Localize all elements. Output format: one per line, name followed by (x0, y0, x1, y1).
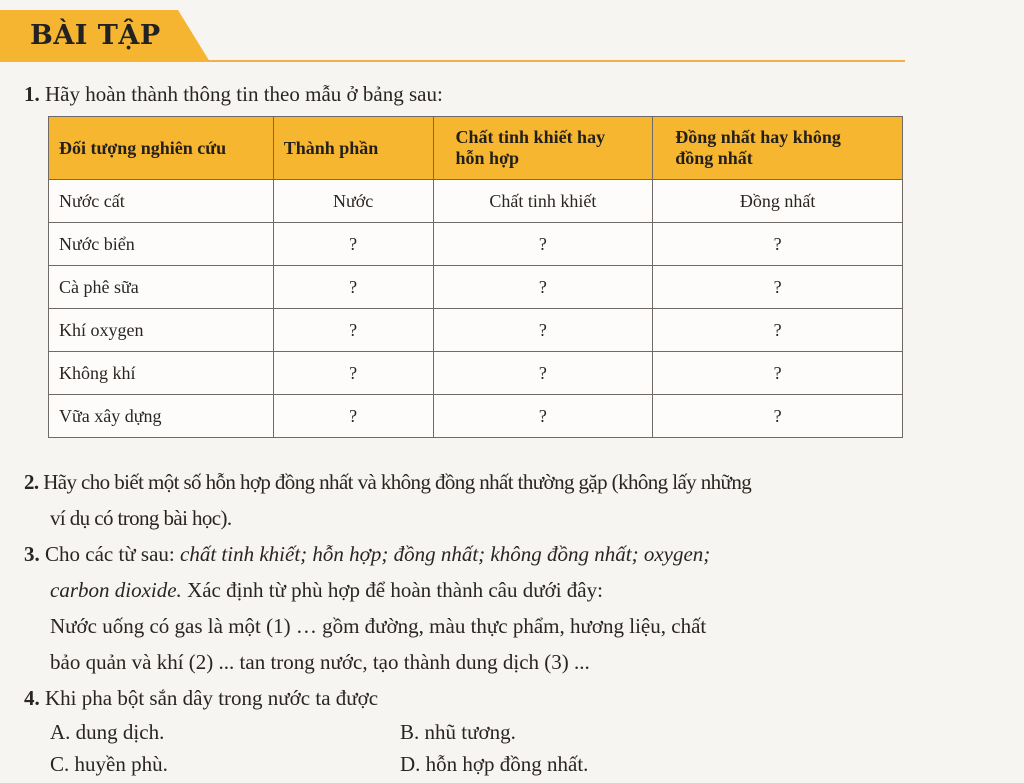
option-d: D. hỗn hợp đồng nhất. (400, 752, 589, 776)
question-2-number: 2. (24, 470, 39, 494)
question-3 (24, 540, 710, 568)
table-row (49, 223, 903, 266)
table-cell: ? (433, 266, 653, 309)
table-header-row (49, 117, 903, 180)
table-cell: Vữa xây dựng (49, 395, 274, 438)
option-b: B. nhũ tương. (400, 720, 516, 744)
table-cell: ? (653, 395, 903, 438)
table-cell: ? (273, 352, 433, 395)
question-4-text: Khi pha bột sắn dây trong nước ta được (45, 686, 379, 710)
question-3-line-2 (50, 576, 603, 604)
option-a: A. dung dịch. (50, 720, 165, 744)
table-cell: Nước (273, 180, 433, 223)
question-2-continued: ví dụ có trong bài học). (50, 506, 232, 530)
table-cell: ? (273, 395, 433, 438)
table-cell: Khí oxygen (49, 309, 274, 352)
info-table (48, 116, 903, 438)
page-title: BÀI TẬP (30, 20, 161, 51)
question-4 (24, 684, 378, 712)
table-cell: Không khí (49, 352, 274, 395)
table-cell: Chất tinh khiết (433, 180, 653, 223)
column-header: Thành phần (273, 117, 433, 180)
column-header: Đồng nhất hay không đồng nhất (653, 117, 903, 180)
question-1 (24, 80, 443, 108)
question-3-sentence-line-2: bảo quản và khí (2) ... tan trong nước, tạo thành dung dịch (3) ... (50, 650, 590, 674)
table-cell: ? (433, 309, 653, 352)
table-cell: ? (273, 223, 433, 266)
table-cell: ? (653, 309, 903, 352)
question-3-intro: Cho các từ sau: (45, 542, 181, 566)
question-1-text: Hãy hoàn thành thông tin theo mẫu ở bảng sau: (45, 82, 443, 106)
table-cell: ? (433, 223, 653, 266)
table-cell: ? (653, 352, 903, 395)
question-3-word-list: chất tinh khiết; hỗn hợp; đồng nhất; không đồng nhất; oxygen; (180, 542, 711, 566)
table-row (49, 352, 903, 395)
question-2-text: Hãy cho biết một số hỗn hợp đồng nhất và không đồng nhất thường gặp (không lấy những (43, 470, 752, 494)
table-cell: ? (653, 223, 903, 266)
table-cell: ? (433, 395, 653, 438)
question-3-instruction: Xác định từ phù hợp để hoàn thành câu dưới đây: (181, 578, 603, 602)
table-row (49, 309, 903, 352)
question-4-number: 4. (24, 686, 40, 710)
table-cell: Cà phê sữa (49, 266, 274, 309)
table-row (49, 395, 903, 438)
table-cell: ? (273, 266, 433, 309)
question-3-sentence-line-1: Nước uống có gas là một (1) … gồm đường, màu thực phẩm, hương liệu, chất (50, 614, 707, 638)
table-row (49, 266, 903, 309)
option-c: C. huyền phù. (50, 752, 168, 776)
question-3-number: 3. (24, 542, 40, 566)
header-divider (205, 60, 905, 62)
table-cell: ? (653, 266, 903, 309)
question-2 (24, 468, 751, 496)
table-cell: Nước cất (49, 180, 274, 223)
table-cell: ? (433, 352, 653, 395)
table-cell: Đồng nhất (653, 180, 903, 223)
table-cell: ? (273, 309, 433, 352)
table-cell: Nước biển (49, 223, 274, 266)
column-header: Đối tượng nghiên cứu (49, 117, 274, 180)
question-3-word-list-end: carbon dioxide. (50, 578, 182, 602)
table-row (49, 180, 903, 223)
column-header: Chất tinh khiết hay hỗn hợp (433, 117, 653, 180)
question-1-number: 1. (24, 82, 40, 106)
